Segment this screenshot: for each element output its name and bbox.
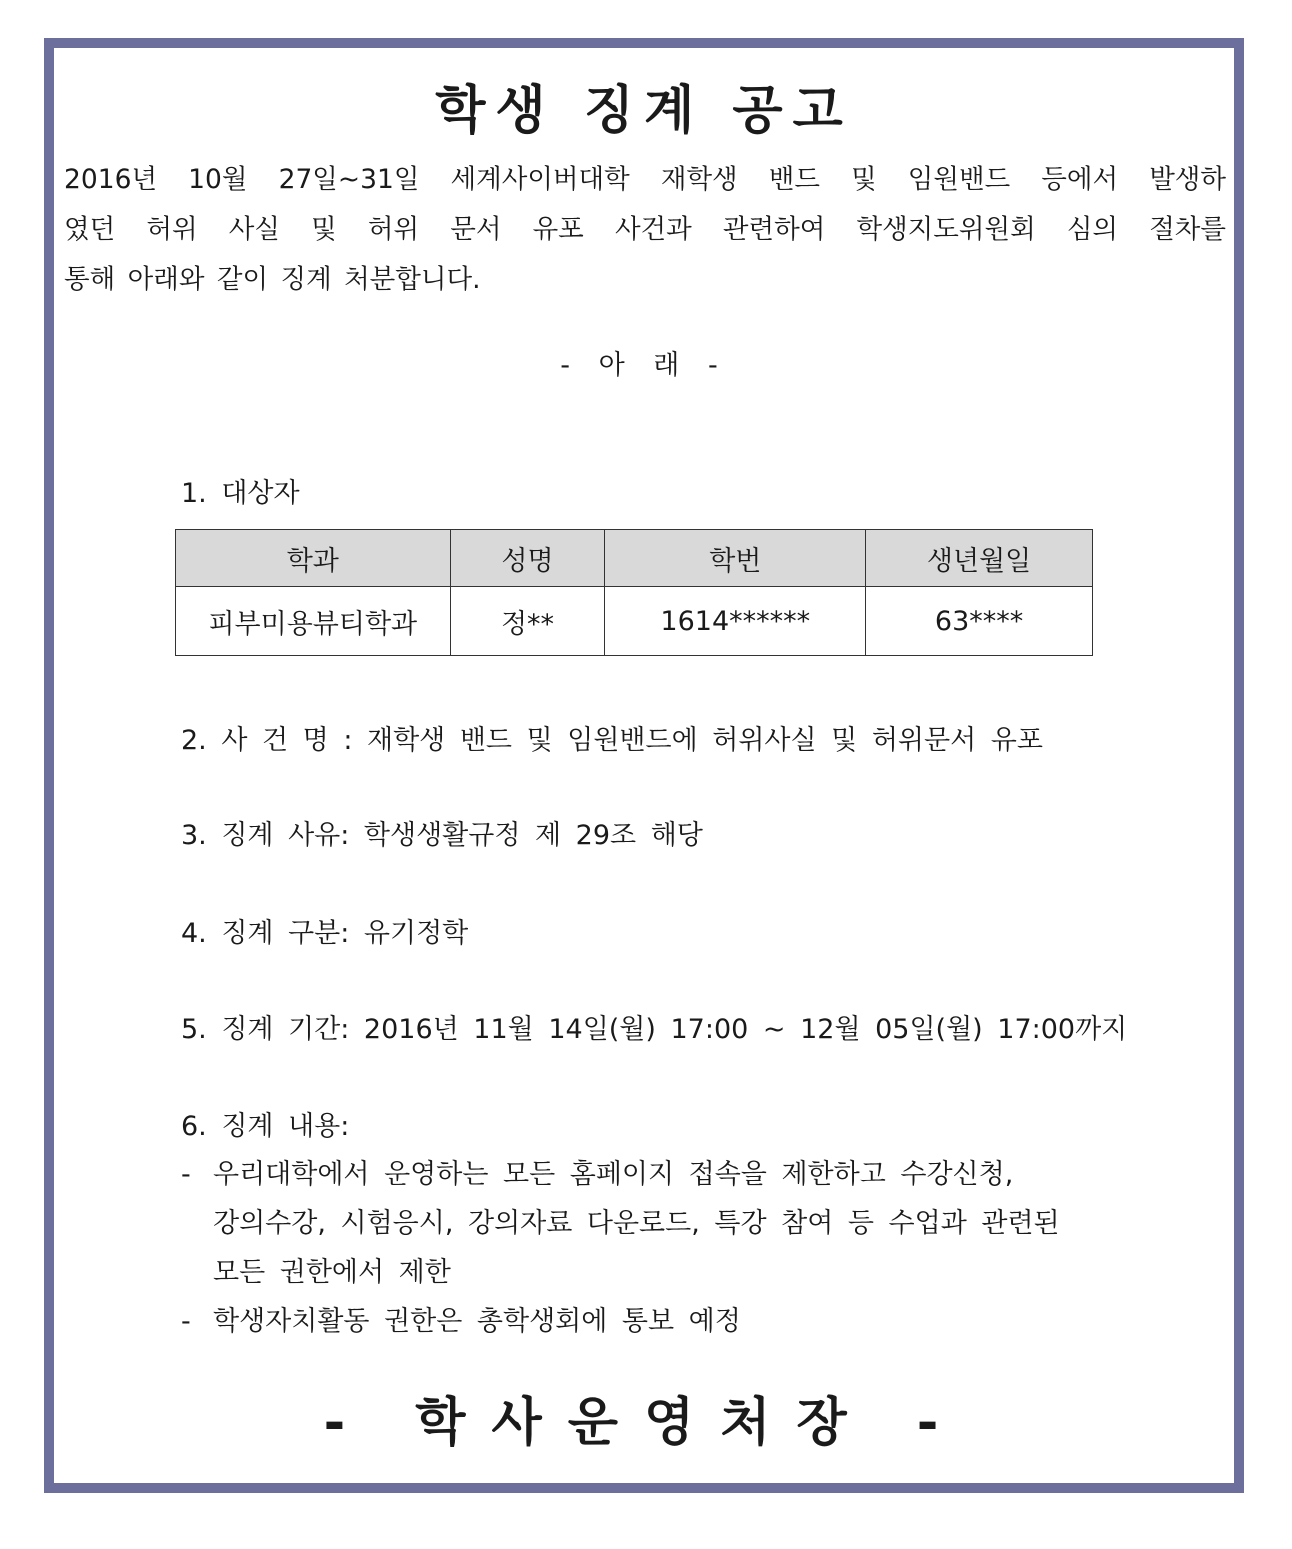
intro-line: 통해 아래와 같이 징계 처분합니다. [64,264,481,295]
section-target-label: 1. 대상자 [181,478,300,509]
cell-name: 정** [450,587,605,656]
intro-line: 2016년 10월 27일~31일 세계사이버대학 재학생 밴드 및 임원밴드 등에서 발생하 [64,164,1226,195]
header-birthdate: 생년월일 [866,530,1093,587]
content-bullet [181,1297,741,1346]
bullet-line: 우리대학에서 운영하는 모든 홈페이지 접속을 제한하고 수강신청, [213,1159,1014,1190]
table-row [176,587,1093,656]
signature: - 학사운영처장 - [323,1393,965,1453]
intro-line: 였던 허위 사실 및 허위 문서 유포 사건과 관련하여 학생지도위원회 심의 절차를 [64,214,1226,245]
bullet-dash: - [181,1159,191,1190]
section-type: 4. 징계 구분: 유기정학 [181,918,469,949]
bullet-line: 모든 권한에서 제한 [213,1257,451,1288]
section-content-label: 6. 징계 내용: [181,1111,350,1142]
notice-title: 학생 징계 공고 [435,81,853,141]
section-period: 5. 징계 기간: 2016년 11월 14일(월) 17:00 ~ 12월 05일(월) 17:00까지 [181,1014,1128,1045]
section-incident: 2. 사 건 명 : 재학생 밴드 및 임원밴드에 허위사실 및 허위문서 유포 [181,725,1043,756]
header-department: 학과 [176,530,451,587]
header-student-id: 학번 [605,530,866,587]
cell-birthdate: 63**** [866,587,1093,656]
content-bullet [181,1150,1060,1297]
header-name: 성명 [450,530,605,587]
subheading: - 아 래 - [560,350,728,381]
table-header-row [176,530,1093,587]
target-table [175,529,1093,656]
cell-student-id: 1614****** [605,587,866,656]
section-reason: 3. 징계 사유: 학생생활규정 제 29조 해당 [181,820,703,851]
bullet-line: 학생자치활동 권한은 총학생회에 통보 예정 [213,1306,741,1337]
bullet-line: 강의수강, 시험응시, 강의자료 다운로드, 특강 참여 등 수업과 관련된 [213,1208,1060,1239]
bullet-dash: - [181,1306,191,1337]
cell-department: 피부미용뷰티학과 [176,587,451,656]
intro-paragraph [64,155,1226,305]
